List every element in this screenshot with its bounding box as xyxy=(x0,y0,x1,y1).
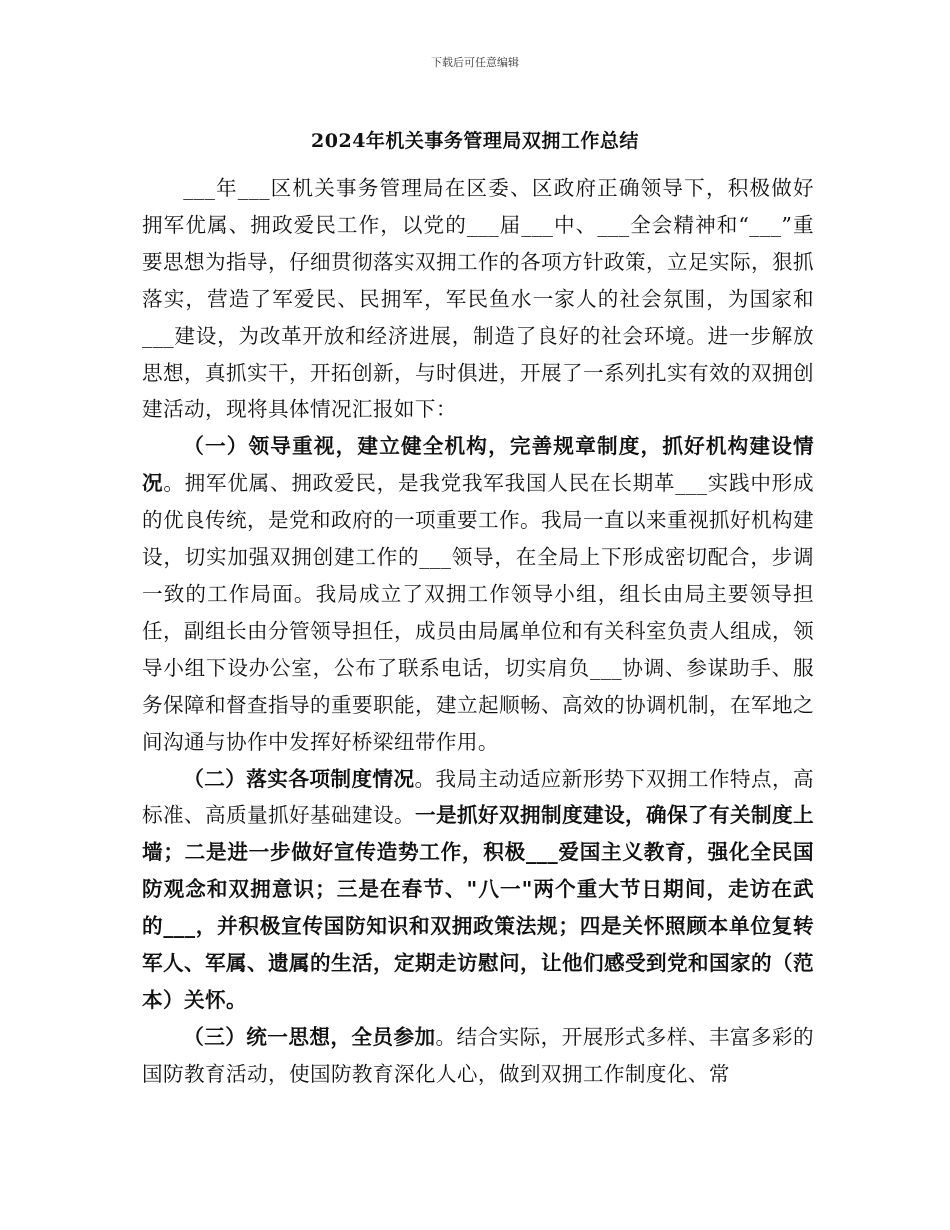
paragraph-section-1 xyxy=(142,428,814,760)
document-title: 2024年机关事务管理局双拥工作总结 xyxy=(311,130,639,152)
section-1-text: 。拥军优属、拥政爱民，是我党我军我国人民在长期革___实践中形成的优良传统，是党和政府的一项重要工作。我局一直以来重视抓好机构建设，切实加强双拥创建工作的___领导，在全局上下形成密切配合，步调一致的工作局面。我局成立了双拥工作领导小组，组长由局主要领导担任，副组长由分管领导担任，成员由局属单位和有关科室负责人组成，领导小组下设办公室，公布了联系电话，切实肩负___协调、参谋助手、服务保障和督查指导的重要职能，建立起顺畅、高效的协调机制，在军地之间沟通与协作中发挥好桥梁纽带作用。 xyxy=(142,471,815,754)
document-body xyxy=(142,170,814,1093)
header-note: 下载后可任意编辑 xyxy=(431,56,519,69)
section-1-heading: （一）领导重视，建立健全机构，完善规章制度，抓好机构建设情况 xyxy=(142,434,814,496)
section-2-text: 。我局主动适应新形势下双拥工作特点，高标准、高质量抓好基础建设。 xyxy=(142,766,814,828)
section-3-heading: （三）统一思想，全员参加 xyxy=(183,1024,436,1049)
section-2-heading: （二）落实各项制度情况 xyxy=(183,766,415,791)
section-2-bold-text: 一是抓好双拥制度建设，确保了有关制度上墙；二是进一步做好宣传造势工作，积极___爱国主义教育，强化全民国防观念和双拥意识；三是在春节、"八一"两个重大节日期间，走访在武的___，并积极宣传国防知识和双拥政策法规；四是关怀照顾本单位复转军人、军属、遗属的生活，定期走访慰问，让他们感受到党和国家的（范本）关怀。 xyxy=(142,803,814,1012)
paragraph-section-3 xyxy=(142,1019,814,1093)
section-3-text: 。结合实际，开展形式多样、丰富多彩的国防教育活动，使国防教育深化人心，做到双拥工作制度化、常 xyxy=(142,1024,814,1086)
paragraph-section-2 xyxy=(142,761,814,1019)
paragraph-intro: ___年___区机关事务管理局在区委、区政府正确领导下，积极做好拥军优属、拥政爱民工作，以党的___届___中、___全会精神和“___”重要思想为指导，仔细贯彻落实双拥工作的各项方针政策，立足实际，狠抓落实，营造了军爱民、民拥军，军民鱼水一家人的社会氛围，为国家和___建设，为改革开放和经济进展，制造了良好的社会环境。进一步解放思想，真抓实干，开拓创新，与时俱进，开展了一系列扎实有效的双拥创建活动，现将具体情况汇报如下： xyxy=(142,176,814,422)
